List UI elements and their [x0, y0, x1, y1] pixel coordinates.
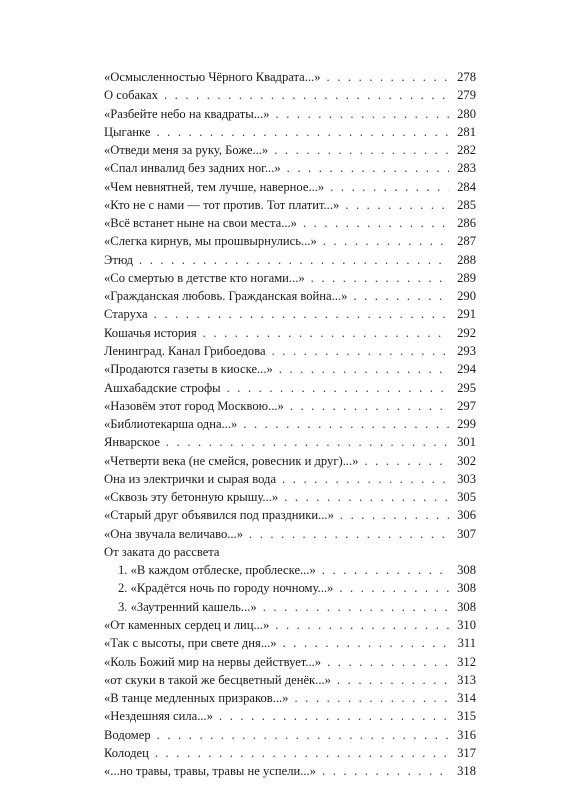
- toc-entry: [104, 324, 476, 342]
- toc-entry: [104, 452, 476, 470]
- toc-entry-title: От заката до рассвета: [104, 544, 220, 559]
- toc-entry-title: Колодец: [104, 745, 149, 760]
- toc-entry: [104, 251, 476, 269]
- toc-entry: [104, 379, 476, 397]
- dot-leader: [364, 452, 449, 470]
- toc-entry: [104, 671, 476, 689]
- toc-entry-page-number: 288: [457, 252, 476, 267]
- toc-entry-title: «...но травы, травы, травы не успели...»: [104, 764, 316, 779]
- toc-entry-title: «Спал инвалид без задних ног...»: [104, 161, 281, 176]
- toc-entry-title: «В танце медленных призраков...»: [104, 691, 289, 706]
- toc-entry-title: 1. «В каждом отблеске, проблеске...»: [118, 563, 316, 578]
- toc-entry-title: Старуха: [104, 307, 148, 322]
- toc-entry-page-number: 287: [457, 234, 476, 249]
- toc-entry: [104, 689, 476, 707]
- dot-leader: [166, 433, 449, 451]
- dot-leader: [345, 196, 449, 214]
- toc-entry-page-number: 292: [457, 325, 476, 340]
- toc-entry: [104, 561, 476, 579]
- dot-leader: [284, 488, 449, 506]
- toc-entry-page-number: 285: [457, 197, 476, 212]
- dot-leader: [322, 561, 449, 579]
- dot-leader: [327, 68, 450, 86]
- toc-entry-title: «Кто не с нами — тот против. Тот платит...»: [104, 197, 340, 212]
- toc-entry-title: «Разбейте небо на квадраты...»: [104, 106, 270, 121]
- toc-entry-title: «Всё встанет ныне на свои места...»: [104, 216, 297, 231]
- dot-leader: [243, 415, 449, 433]
- toc-entry-page-number: 299: [457, 417, 476, 432]
- toc-entry: [104, 397, 476, 415]
- toc-entry: [104, 68, 476, 86]
- toc-entry-page-number: 310: [457, 617, 476, 632]
- toc-entry: [104, 342, 476, 360]
- toc-entry: [104, 287, 476, 305]
- dot-leader: [303, 214, 449, 232]
- dot-leader: [227, 379, 449, 397]
- dot-leader: [164, 86, 449, 104]
- toc-entry: [104, 86, 476, 104]
- toc-entry-title: О собаках: [104, 88, 158, 103]
- dot-leader: [272, 342, 449, 360]
- toc-entry-title: «Отведи меня за руку, Боже...»: [104, 143, 269, 158]
- toc-entry-page-number: 294: [457, 362, 476, 377]
- toc-entry-page-number: 308: [457, 563, 476, 578]
- toc-entry: [104, 470, 476, 488]
- dot-leader: [283, 634, 449, 652]
- toc-entry-page-number: 286: [457, 216, 476, 231]
- toc-entry-title: «Библиотекарша одна...»: [104, 417, 238, 432]
- toc-entry-title: «Гражданская любовь. Гражданская война...»: [104, 289, 348, 304]
- toc-entry-title: Цыганке: [104, 124, 151, 139]
- toc-entry-page-number: 295: [457, 380, 476, 395]
- toc-entry: [104, 232, 476, 250]
- toc-entry: [104, 305, 476, 323]
- toc-entry: [104, 123, 476, 141]
- toc-entry-page-number: 308: [457, 599, 476, 614]
- dot-leader: [155, 744, 449, 762]
- dot-leader: [353, 287, 449, 305]
- toc-entry-title: «Слегка кирнув, мы прошвырнулись...»: [104, 234, 317, 249]
- toc-entry: [104, 214, 476, 232]
- dot-leader: [290, 397, 449, 415]
- toc-entry-title: «От каменных сердец и лиц...»: [104, 617, 270, 632]
- dot-leader: [294, 689, 449, 707]
- toc-entry: [104, 653, 476, 671]
- dot-leader: [274, 141, 449, 159]
- toc-entry-title: Ашхабадские строфы: [104, 380, 221, 395]
- toc-entry-title: 3. «Заутренний кашель...»: [118, 599, 257, 614]
- toc-entry-title: «Она звучала величаво...»: [104, 526, 244, 541]
- toc-entry: [104, 178, 476, 196]
- toc-entry-page-number: 308: [457, 581, 476, 596]
- dot-leader: [340, 506, 449, 524]
- dot-leader: [322, 762, 449, 780]
- toc-entry: [104, 506, 476, 524]
- toc-entry-page-number: 297: [457, 398, 476, 413]
- dot-leader: [337, 671, 449, 689]
- dot-leader: [287, 159, 449, 177]
- toc-entry: [104, 415, 476, 433]
- toc-entry-page-number: 283: [457, 161, 476, 176]
- toc-entry-title: «Так с высоты, при свете дня...»: [104, 636, 277, 651]
- toc-entry-page-number: 290: [457, 289, 476, 304]
- toc-entry: [104, 269, 476, 287]
- toc-entry-title: «Четверти века (не смейся, ровесник и друг)...»: [104, 453, 359, 468]
- toc-entry-page-number: 305: [457, 490, 476, 505]
- dot-leader: [323, 232, 449, 250]
- toc-entry-page-number: 289: [457, 270, 476, 285]
- dot-leader: [311, 269, 449, 287]
- toc-entry: [104, 196, 476, 214]
- toc-entry-title: Она из электрички и сырая вода: [104, 471, 277, 486]
- toc-entry-page-number: 311: [457, 636, 476, 651]
- toc-entry-title: Кошачья история: [104, 325, 197, 340]
- toc-entry-title: «Продаются газеты в киоске...»: [104, 362, 273, 377]
- toc-entry-title: «Старый друг объявился под праздники...»: [104, 508, 334, 523]
- dot-leader: [330, 178, 449, 196]
- toc-entry: [104, 726, 476, 744]
- toc-entry-page-number: 314: [457, 691, 476, 706]
- toc-entry-page-number: 312: [457, 654, 476, 669]
- toc-entry-title: Январское: [104, 435, 160, 450]
- dot-leader: [156, 123, 449, 141]
- toc-entry-title: Водомер: [104, 727, 151, 742]
- dot-leader: [203, 324, 449, 342]
- toc-entry-title: «от скуки в такой же бесцветный денёк...»: [104, 672, 331, 687]
- toc-entry-title: Этюд: [104, 252, 133, 267]
- toc-entry-page-number: 293: [457, 343, 476, 358]
- dot-leader: [219, 707, 449, 725]
- toc-entry-title: «Коль Божий мир на нервы действует...»: [104, 654, 322, 669]
- dot-leader: [154, 305, 449, 323]
- toc-entry: [104, 579, 476, 597]
- toc-entry: [104, 634, 476, 652]
- toc-entry-title: «Нездешняя сила...»: [104, 709, 213, 724]
- dot-leader: [282, 470, 449, 488]
- toc-entry-page-number: 302: [457, 453, 476, 468]
- toc-entry-title: «Назовём этот город Москвою...»: [104, 398, 284, 413]
- toc-entry: [104, 598, 476, 616]
- toc-entry-title: «Сквозь эту бетонную крышу...»: [104, 490, 279, 505]
- dot-leader: [279, 360, 449, 378]
- dot-leader: [327, 653, 449, 671]
- dot-leader: [249, 525, 449, 543]
- toc-entry: [104, 159, 476, 177]
- toc-entry-page-number: 313: [457, 672, 476, 687]
- toc-entry: [104, 707, 476, 725]
- toc-entry-page-number: 284: [457, 179, 476, 194]
- toc-entry: [104, 616, 476, 634]
- toc-entry: [104, 525, 476, 543]
- toc-entry-page-number: 317: [457, 745, 476, 760]
- dot-leader: [275, 616, 449, 634]
- toc-entry-title: Ленинград. Канал Грибоедова: [104, 343, 266, 358]
- dot-leader: [139, 251, 449, 269]
- toc-entry-title: «Чем невнятней, тем лучше, наверное...»: [104, 179, 325, 194]
- toc-entry-page-number: 281: [457, 124, 476, 139]
- dot-leader: [263, 598, 449, 616]
- dot-leader: [339, 579, 449, 597]
- toc-entry-title: «Со смертью в детстве кто ногами...»: [104, 270, 305, 285]
- toc-entry: [104, 744, 476, 762]
- toc-entry: [104, 360, 476, 378]
- toc-entry-page-number: 282: [457, 143, 476, 158]
- toc-entry: [104, 543, 476, 561]
- table-of-contents: [104, 68, 476, 780]
- toc-entry: [104, 105, 476, 123]
- toc-entry-title: «Осмысленностью Чёрного Квадрата...»: [104, 70, 321, 84]
- toc-entry-page-number: 303: [457, 471, 476, 486]
- toc-entry-page-number: 307: [457, 526, 476, 541]
- toc-entry-page-number: 280: [457, 106, 476, 121]
- toc-entry-title: 2. «Крадётся ночь по городу ночному...»: [118, 581, 334, 596]
- dot-leader: [157, 726, 449, 744]
- toc-entry: [104, 433, 476, 451]
- toc-entry-page-number: 279: [457, 88, 476, 103]
- toc-entry: [104, 762, 476, 780]
- toc-entry-page-number: 318: [457, 764, 476, 779]
- toc-entry-page-number: 306: [457, 508, 476, 523]
- dot-leader: [276, 105, 449, 123]
- toc-entry-page-number: 315: [457, 709, 476, 724]
- toc-entry-page-number: 316: [457, 727, 476, 742]
- toc-entry-page-number: 301: [457, 435, 476, 450]
- toc-entry: [104, 488, 476, 506]
- toc-entry-page-number: 291: [457, 307, 476, 322]
- toc-entry-page-number: 278: [457, 70, 476, 84]
- toc-entry: [104, 141, 476, 159]
